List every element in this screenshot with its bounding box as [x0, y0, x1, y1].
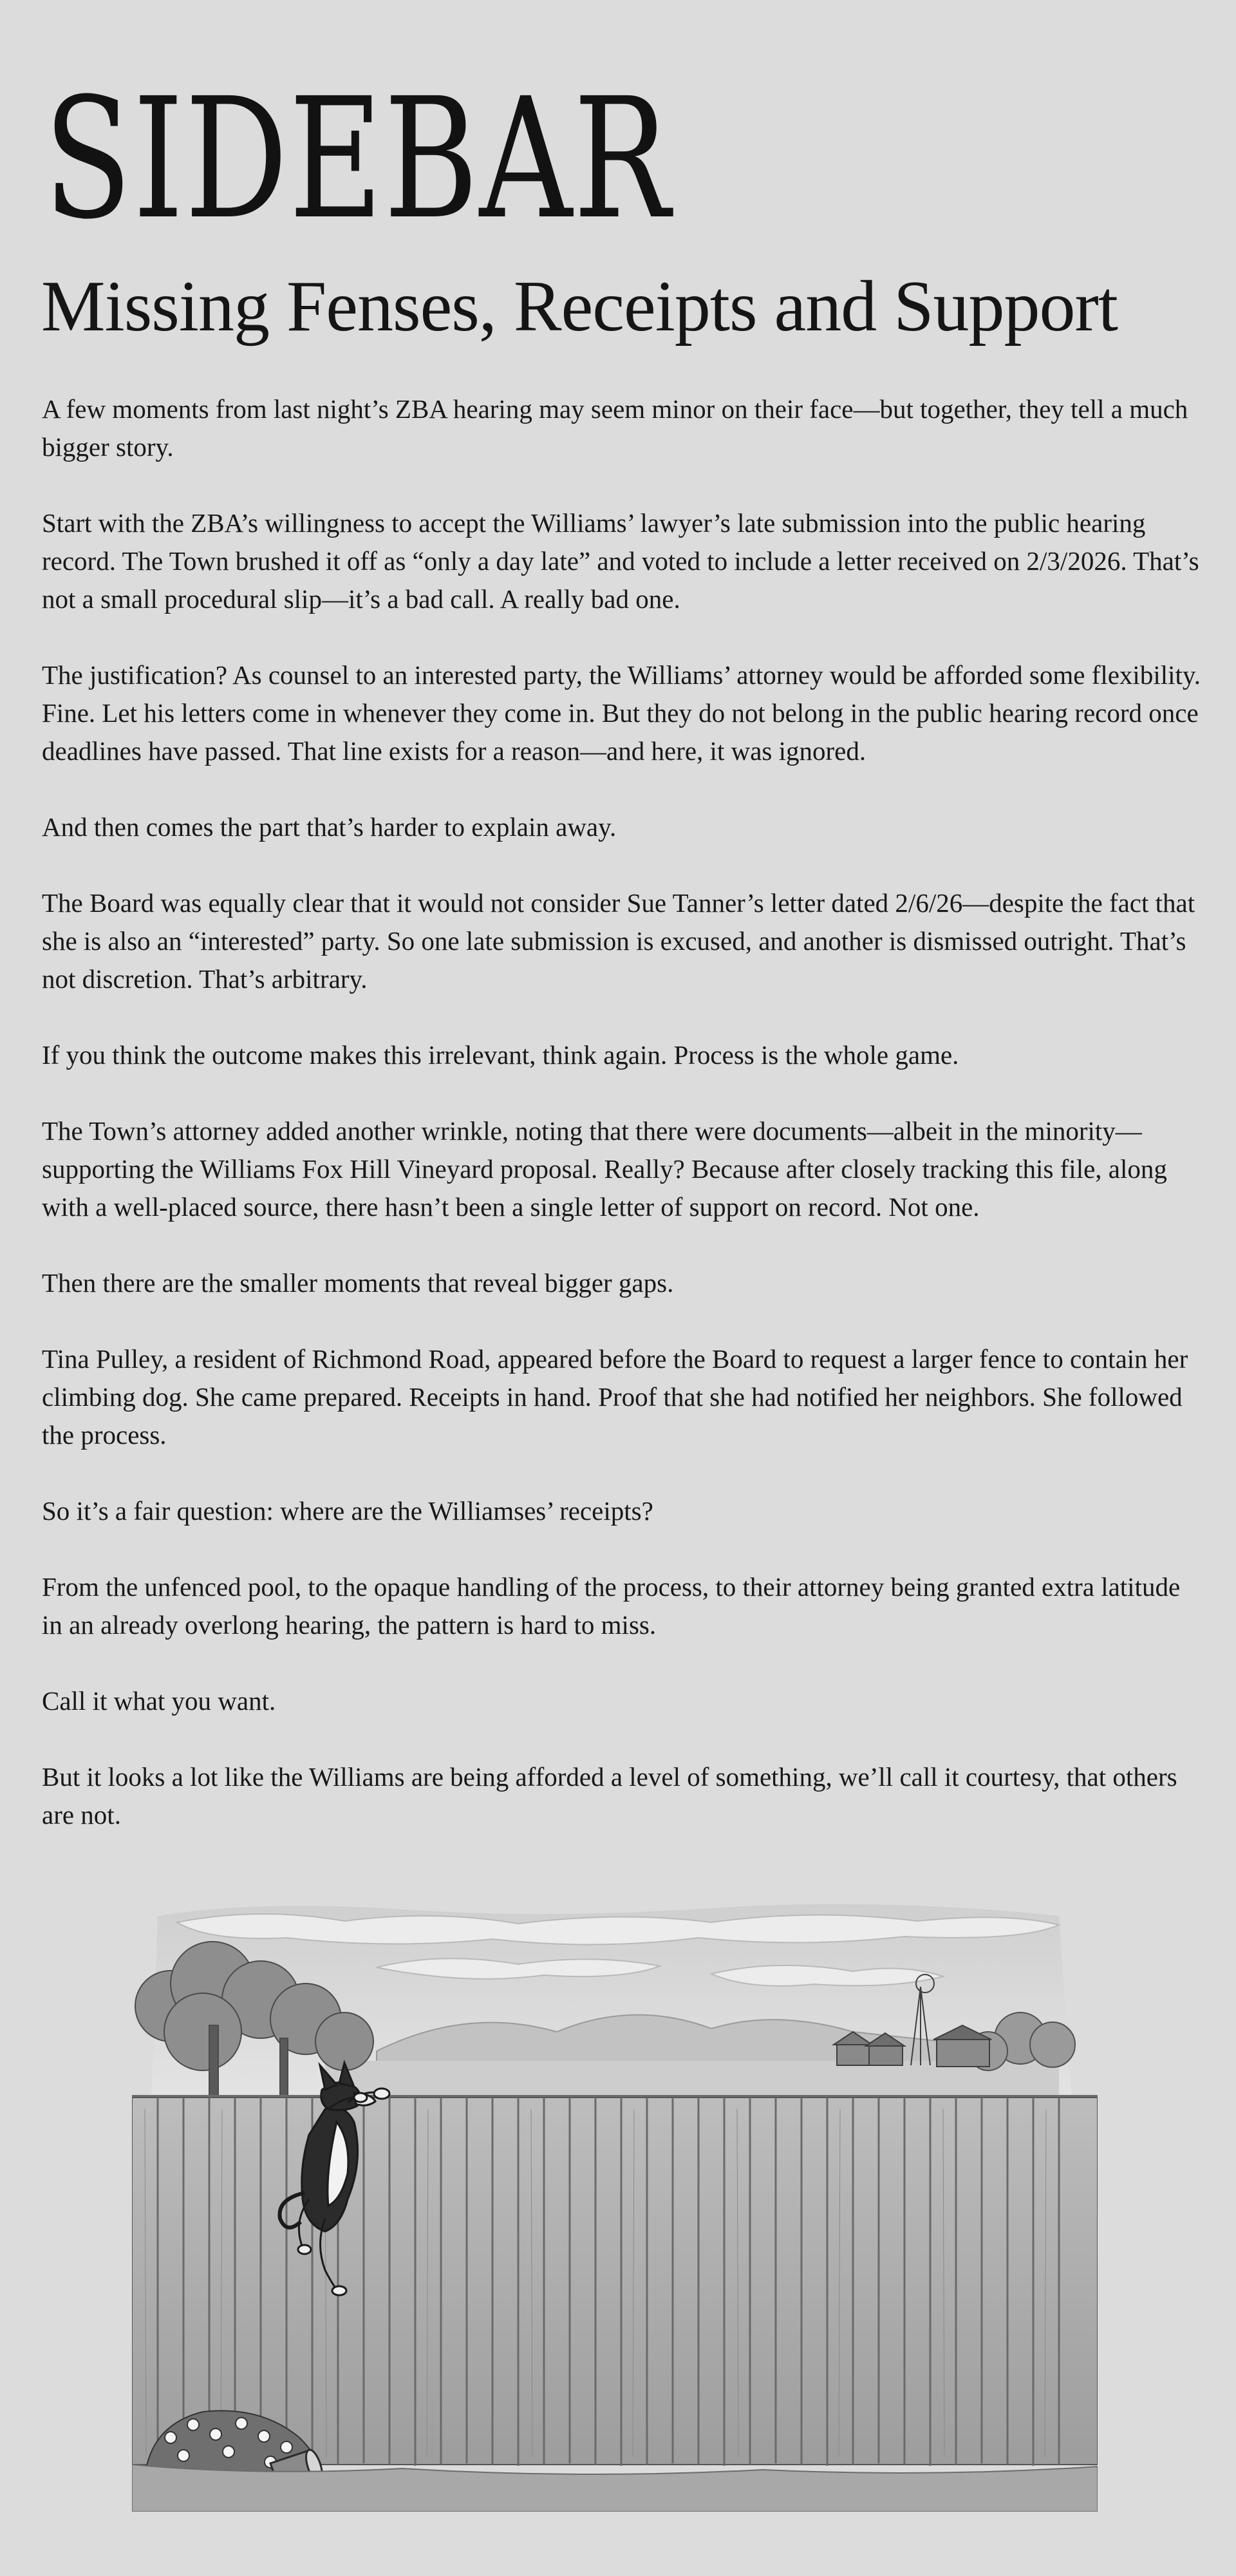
fence [132, 2098, 1098, 2466]
article-paragraph: The Board was equally clear that it would not consider Sue Tanner’s letter dated 2/6/26—despite the fact that she is also an “interested” party. So one late submission is excused, and another is dismissed outright. That’s not discretion. That’s arbitrary. [42, 888, 1195, 994]
article-paragraph: Start with the ZBA’s willingness to accept the Williams’ lawyer’s late submission into the public hearing record. The Town brushed it off as “only a day late” and voted to include a letter received on 2/3/2026. That’s not a small procedural slip—it’s a bad call. A really bad one. [42, 508, 1199, 614]
article-paragraph: Then there are the smaller moments that reveal bigger gaps. [42, 1268, 674, 1298]
article-paragraph: But it looks a lot like the Williams are being afforded a level of something, we’ll call it courtesy, that others are not. [42, 1762, 1177, 1830]
article-paragraph: From the unfenced pool, to the opaque handling of the process, to their attorney being granted extra latitude in an already overlong hearing, the pattern is hard to miss. [42, 1572, 1181, 1640]
article-body [42, 390, 1201, 1834]
article-paragraph: A few moments from last night’s ZBA hearing may seem minor on their face—but together, they tell a much bigger story. [42, 394, 1188, 462]
article-paragraph: The justification? As counsel to an interested party, the Williams’ attorney would be afforded some flexibility. Fine. Let his letters come in whenever they come in. But they do not belong in the public hearing record once deadlines have passed. That line exists for a reason—and here, it was ignored. [42, 660, 1201, 766]
article-paragraph: So it’s a fair question: where are the Williamses’ receipts? [42, 1496, 653, 1526]
article-paragraph: The Town’s attorney added another wrinkle, noting that there were documents—albeit in the minority—supporting the Williams Fox Hill Vineyard proposal. Really? Because after closely tracking this file, along with a well-placed source, there hasn’t been a single letter of support on record. Not one. [42, 1116, 1167, 1222]
article-paragraph: If you think the outcome makes this irrelevant, think again. Process is the whole game. [42, 1040, 959, 1070]
article-paragraph: Tina Pulley, a resident of Richmond Road, appeared before the Board to request a larger fence to contain her climbing dog. She came prepared. Receipts in hand. Proof that she had notified her neighbors. She followed the process. [42, 1344, 1188, 1450]
ground [132, 2465, 1098, 2512]
dog-climbing-fence-illustration [132, 1897, 1098, 2512]
article-paragraph: Call it what you want. [42, 1686, 276, 1716]
masthead-title: SIDEBAR [44, 62, 671, 256]
article-paragraph: And then comes the part that’s harder to explain away. [42, 812, 617, 842]
article-headline: Missing Fenses, Receipts and Support [41, 267, 1118, 346]
